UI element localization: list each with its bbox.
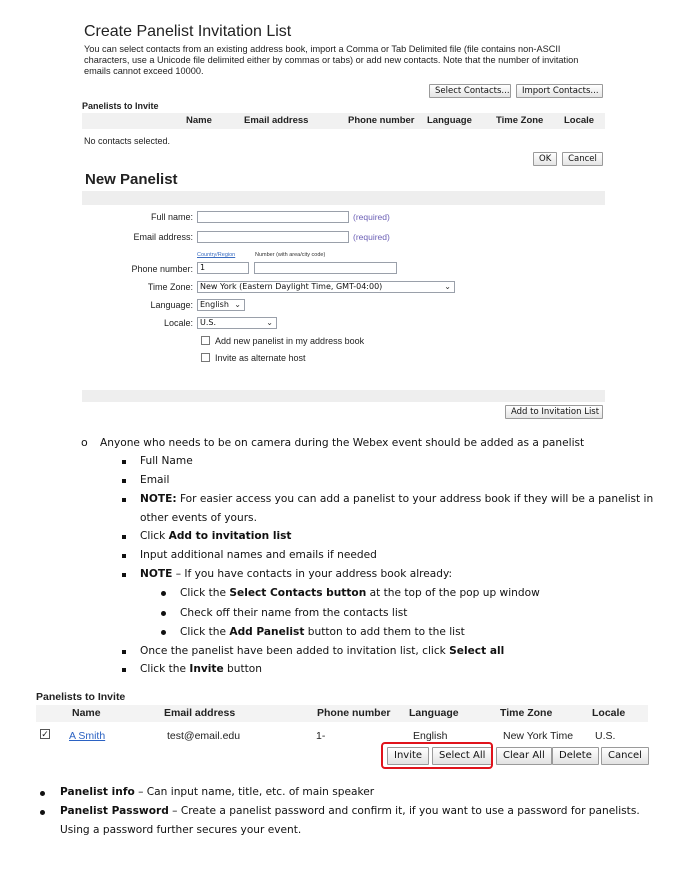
row-name-link[interactable]: A Smith — [69, 730, 106, 742]
instruction-email: Email — [140, 474, 170, 486]
form-bottom-band — [82, 390, 605, 402]
locale-label: Locale: — [163, 318, 193, 328]
language-label: Language: — [150, 300, 193, 310]
invite-col-language: Language — [409, 707, 459, 719]
country-region-link[interactable]: Country/Region — [197, 252, 236, 258]
instruction-input-more: Input additional names and emails if needed — [140, 549, 377, 561]
instruction-check-off: Check off their name from the contacts list — [180, 607, 408, 619]
invite-col-email: Email address — [164, 707, 236, 719]
ok-button[interactable]: OK — [533, 152, 557, 166]
instruction-note-address-book: NOTE: For easier access you can add a panelist to your address book if they will be a panelist in — [140, 493, 654, 505]
square-bullet-icon — [122, 479, 126, 483]
language-value: English — [200, 300, 229, 309]
col-language: Language — [427, 115, 472, 126]
dot-bullet-icon — [161, 611, 166, 616]
invite-col-name: Name — [72, 707, 101, 719]
timezone-select[interactable] — [197, 281, 455, 293]
footer-panelist-password: Panelist Password – Create a panelist password and confirm it, if you want to use a password for panelists. — [60, 805, 640, 817]
language-select[interactable] — [197, 299, 245, 311]
new-panelist-title: New Panelist — [85, 171, 178, 188]
invite-button[interactable]: Invite — [387, 747, 429, 765]
instruction-add-panelist: Click the Add Panelist button to add them to the list — [180, 626, 465, 638]
invite-col-timezone: Time Zone — [500, 707, 553, 719]
row-locale: U.S. — [595, 730, 616, 742]
footer-panelist-password-cont: Using a password further secures your event. — [60, 824, 302, 836]
col-timezone: Time Zone — [496, 115, 544, 126]
number-hint: Number (with area/city code) — [255, 252, 326, 258]
timezone-label: Time Zone: — [147, 282, 193, 292]
highlight-box — [381, 742, 493, 769]
clear-all-button[interactable]: Clear All — [496, 747, 552, 765]
instruction-select-all: Once the panelist have been added to invitation list, click Select all — [140, 645, 505, 657]
instruction-note-address-book-cont: other events of yours. — [140, 512, 257, 524]
square-bullet-icon — [122, 668, 126, 672]
select-all-button[interactable]: Select All — [432, 747, 492, 765]
instruction-note-contacts: NOTE – If you have contacts in your address book already: — [140, 568, 453, 580]
col-name: Name — [186, 115, 212, 126]
instruction-click-invite: Click the Invite button — [140, 663, 262, 675]
locale-select[interactable] — [197, 317, 277, 329]
select-contacts-button[interactable]: Select Contacts... — [429, 84, 511, 98]
chevron-down-icon: ⌄ — [444, 282, 451, 291]
row-timezone: New York Time — [503, 730, 574, 742]
form-top-band — [82, 191, 605, 205]
timezone-value: New York (Eastern Daylight Time, GMT-04:00) — [200, 282, 383, 291]
import-contacts-button[interactable]: Import Contacts... — [516, 84, 603, 98]
dot-bullet-icon — [161, 630, 166, 635]
panelists-section-label: Panelists to Invite — [82, 101, 159, 111]
email-label: Email address: — [133, 232, 193, 242]
invite-col-phone: Phone number — [317, 707, 391, 719]
instruction-select-contacts: Click the Select Contacts button at the top of the pop up window — [180, 587, 540, 599]
square-bullet-icon — [122, 535, 126, 539]
row-language: English — [413, 730, 448, 742]
alternate-host-checkbox[interactable] — [201, 353, 210, 362]
form-title: Create Panelist Invitation List — [84, 23, 292, 40]
email-input[interactable] — [197, 231, 349, 243]
square-bullet-icon — [122, 460, 126, 464]
footer-panelist-info: Panelist info – Can input name, title, etc. of main speaker — [60, 786, 375, 798]
square-bullet-icon — [122, 554, 126, 558]
col-locale: Locale — [564, 115, 595, 126]
full-name-required: (required) — [353, 212, 390, 222]
instruction-click-add: Click Add to invitation list — [140, 530, 292, 542]
instruction-panelist-intro: Anyone who needs to be on camera during the Webex event should be added as a panelist — [100, 437, 585, 449]
row-email: test@email.edu — [167, 730, 241, 742]
alternate-host-label: Invite as alternate host — [215, 353, 306, 363]
form-intro: You can select contacts from an existing address book, import a Comma or Tab Delimited file (file contains non-ASCII characters, use a Unicode file delimited either by commas or tabs) or add new contacts. Note that the number of invitation emails cannot exceed 10000. — [84, 44, 579, 76]
full-name-label: Full name: — [150, 212, 193, 222]
square-bullet-icon — [122, 498, 126, 502]
square-bullet-icon — [122, 573, 126, 577]
chevron-down-icon: ⌄ — [266, 318, 273, 327]
instruction-full-name: Full Name — [140, 455, 193, 467]
empty-contacts-text: No contacts selected. — [84, 136, 171, 146]
email-required: (required) — [353, 232, 390, 242]
phone-country-input[interactable]: 1 — [197, 262, 249, 274]
add-to-address-book-label: Add new panelist in my address book — [215, 336, 365, 346]
invite-cancel-button[interactable]: Cancel — [601, 747, 649, 765]
add-to-invitation-list-button[interactable]: Add to Invitation List — [505, 405, 603, 419]
row-checkbox[interactable]: ✓ — [41, 729, 49, 739]
locale-value: U.S. — [200, 318, 217, 327]
col-phone: Phone number — [348, 115, 415, 126]
cancel-button[interactable]: Cancel — [562, 152, 603, 166]
row-phone: 1- — [316, 730, 326, 742]
dot-bullet-icon — [40, 791, 45, 796]
chevron-down-icon: ⌄ — [234, 300, 241, 309]
dot-bullet-icon — [161, 591, 166, 596]
delete-button[interactable]: Delete — [552, 747, 599, 765]
add-to-address-book-checkbox[interactable] — [201, 336, 210, 345]
o-bullet-icon: o — [81, 436, 88, 449]
square-bullet-icon — [122, 650, 126, 654]
col-email: Email address — [244, 115, 309, 126]
full-name-input[interactable] — [197, 211, 349, 223]
dot-bullet-icon — [40, 810, 45, 815]
invite-section-label: Panelists to Invite — [36, 691, 126, 703]
phone-number-input[interactable] — [254, 262, 397, 274]
phone-label: Phone number: — [131, 264, 193, 274]
invite-col-locale: Locale — [592, 707, 626, 719]
